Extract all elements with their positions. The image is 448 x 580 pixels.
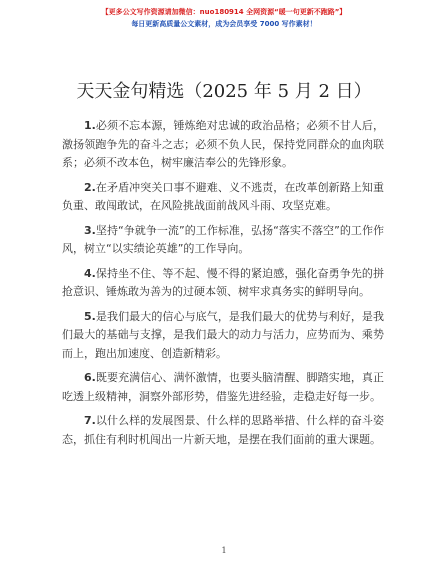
paragraph-text: 保持坐不住、等不起、慢不得的紧迫感，强化奋勇争先的拼抢意识、锤炼敢为善为的过硬本领、树牢求真务实的鲜明导向。 — [62, 266, 384, 298]
paragraph-2 — [62, 179, 384, 216]
promo-banner-line-2: 每日更新高质量公文素材，成为会员享受 7000 写作素材！ — [131, 20, 317, 28]
paragraph-7 — [62, 412, 384, 449]
paragraph-6 — [62, 369, 384, 406]
paragraph-number: 7. — [84, 414, 96, 427]
paragraph-text: 是我们最大的信心与底气，是我们最大的优势与利好，是我们最大的基础与支撑，是我们最大的动力与活力，应势而为、乘势而上，跑出加速度、创造新精彩。 — [62, 309, 384, 360]
paragraph-5 — [62, 308, 384, 364]
page-number: 1 — [221, 546, 227, 555]
paragraph-4 — [62, 265, 384, 302]
paragraph-number: 6. — [84, 371, 96, 384]
document-title: 天天金句精选（2025 年 5 月 2 日） — [76, 81, 372, 102]
paragraph-number: 4. — [84, 266, 96, 280]
paragraph-1 — [62, 117, 384, 173]
paragraph-text: 以什么样的发展图景、什么样的思路举措、什么样的奋斗姿态，抓住有利时机闯出一片新天地，是摆在我们面前的重大课题。 — [62, 414, 384, 446]
paragraph-text: 既要充满信心、满怀激情，也要头脑清醒、脚踏实地，真正吃透上级精神，洞察外部形势，借鉴先进经验，走稳走好每一步。 — [62, 371, 384, 403]
paragraph-number: 3. — [84, 223, 96, 237]
document-body — [62, 117, 384, 455]
paragraph-number: 5. — [84, 309, 96, 323]
paragraph-text: 必须不忘本源，锤炼绝对忠诚的政治品格；必须不甘人后，激扬领跑争先的奋斗之志；必须不负人民，保持党同群众的血肉联系；必须不改本色，树牢廉洁奉公的先锋形象。 — [62, 119, 384, 169]
paragraph-3 — [62, 222, 384, 259]
paragraph-text: 在矛盾冲突关口事不避难、义不逃责，在改革创新路上知重负重、敢闯敢试，在风险挑战面前战风斗雨、攻坚克难。 — [62, 180, 384, 212]
promo-banner — [0, 6, 448, 30]
paragraph-text: 坚持“争就争一流”的工作标准，弘扬“落实不落空”的工作作风，树立“以实绩论英雄”的工作导向。 — [62, 223, 384, 255]
paragraph-number: 1. — [84, 119, 96, 132]
paragraph-number: 2. — [84, 180, 96, 194]
promo-banner-line-1: 【更多公文写作资源请加微信：nuo180914 全网资源“暖一句更新不跑路”】 — [101, 8, 347, 16]
